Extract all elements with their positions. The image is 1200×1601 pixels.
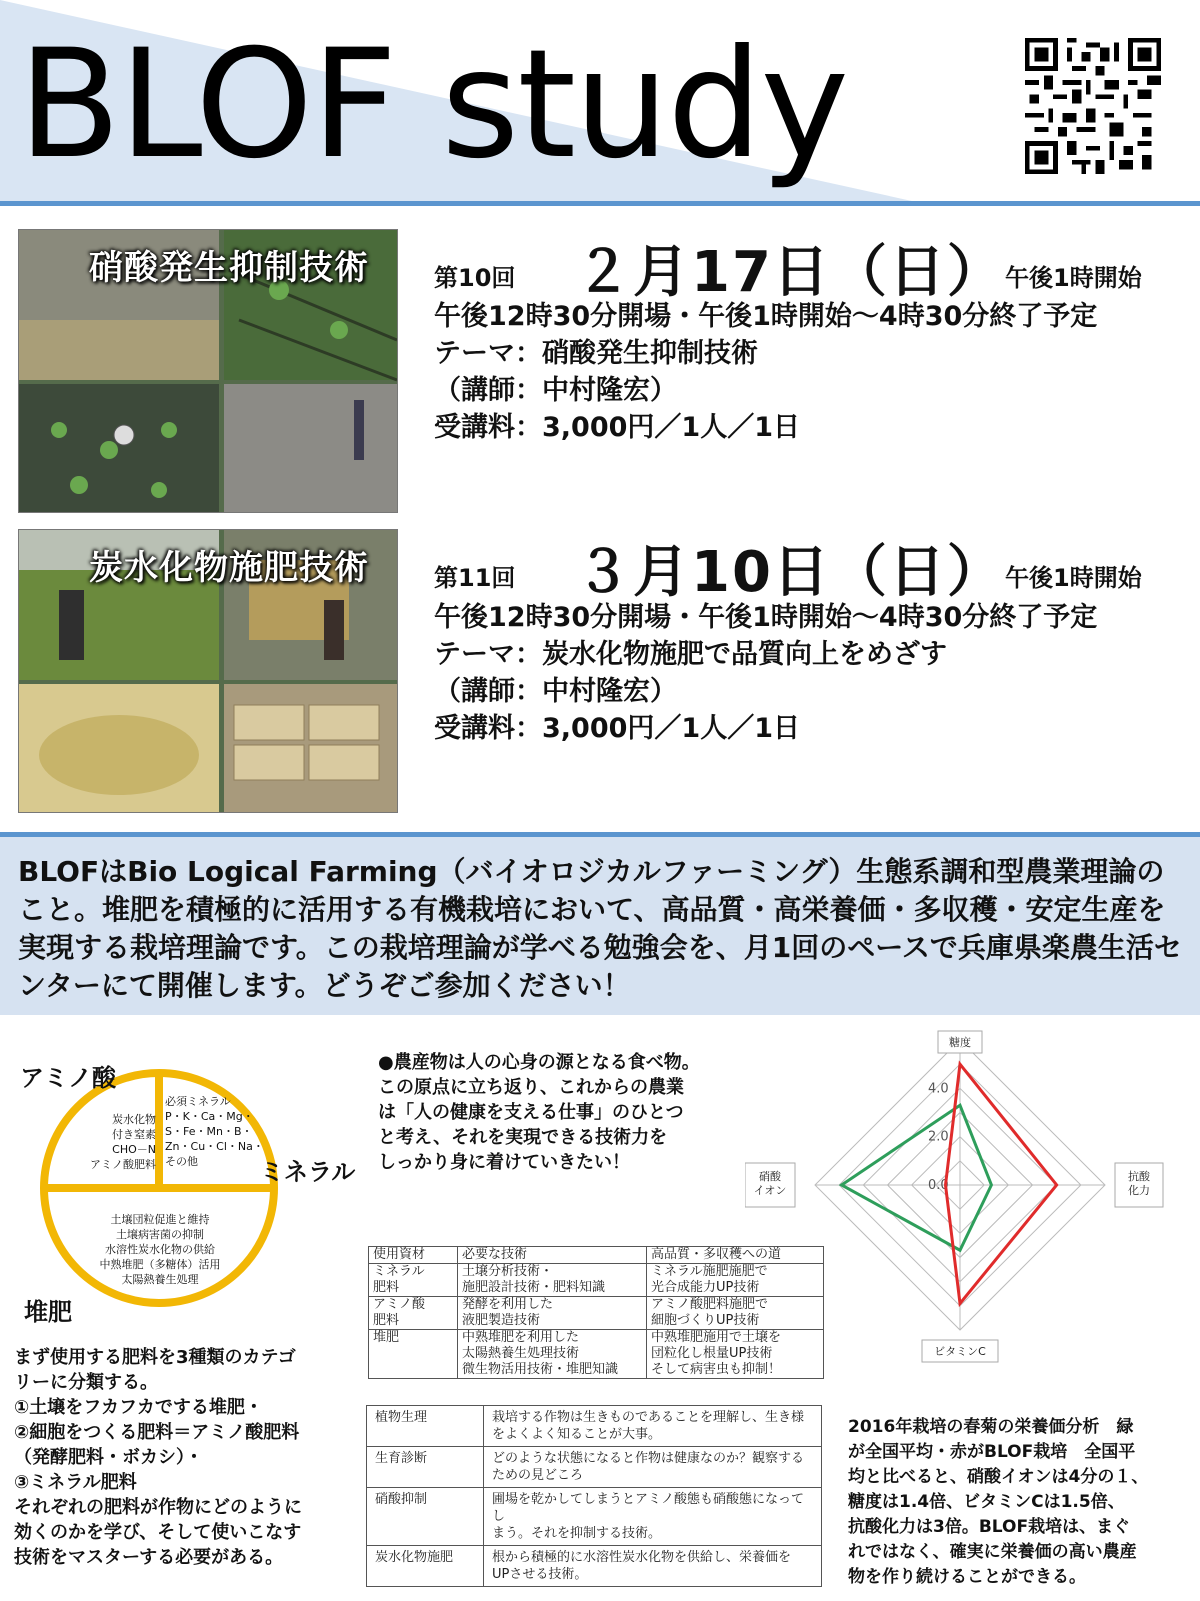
cell-line: ミネラル施肥施肥で [651, 1264, 768, 1279]
amino-items [60, 1112, 156, 1172]
text-line: リーに分類する。 [14, 1372, 158, 1393]
topic-desc [484, 1447, 822, 1488]
cell-line: 発酵を利用した [462, 1297, 554, 1312]
cell-line: 土壌分析技術・ [462, 1264, 554, 1279]
session-hours: 午後12時30分開場・午後1時開始～4時30分終了予定 [434, 602, 1098, 633]
topic-term: 植物生理 [367, 1406, 484, 1447]
mineral-label: ミネラル [260, 1158, 356, 1186]
session-theme: テーマ：硝酸発生抑制技術 [434, 338, 758, 369]
cell-line: 微生物活用技術・堆肥知識 [462, 1362, 619, 1377]
session-fee: 受講料：3,000円／1人／1日 [434, 412, 800, 443]
amino-item: 炭水化物 [112, 1113, 156, 1126]
text-line: 効くのかを学び、そして使いこなす [14, 1522, 302, 1543]
table-cell [369, 1297, 458, 1330]
cell-line: 肥料 [373, 1280, 400, 1295]
cell-line: 施肥設計技術・肥料知識 [462, 1280, 606, 1295]
mineral-item: P・K・Ca・Mg・ [165, 1110, 254, 1123]
compost-item: 水溶性炭水化物の供給 [105, 1243, 215, 1256]
text-line: 糖度は1.4倍、ビタミンCは1.5倍、 [848, 1492, 1125, 1512]
radar-axis-label: 化力 [1128, 1184, 1150, 1197]
compost-label: 堆肥 [24, 1298, 72, 1326]
session-date: ３月10日（日） [575, 540, 1005, 605]
nutrition-radar-chart [745, 1025, 1185, 1385]
amino-acid-label: アミノ酸 [20, 1064, 116, 1092]
amino-item: CHO－N [112, 1143, 156, 1156]
amino-item: アミノ酸肥料 [90, 1158, 156, 1171]
session-lecturer: （講師：中村隆宏） [434, 676, 677, 707]
cell-line: 団粒化し根量UP技術 [651, 1346, 773, 1361]
photo-label: 硝酸発生抑制技術 [89, 248, 369, 288]
cell-line: 栽培する作物は生きものであることを理解し、生き様 [492, 1410, 805, 1425]
text-line: （発酵肥料・ボカシ）・ [14, 1447, 203, 1468]
session-date: ２月17日（日） [575, 240, 1005, 305]
cell-line: 光合成能力UP技術 [651, 1280, 760, 1295]
text-line: しっかり身に着けていきたい！ [378, 1152, 630, 1173]
cell-line: ミネラル [373, 1264, 425, 1279]
table-cell [458, 1330, 647, 1379]
table-row [367, 1488, 822, 1546]
text-line: ②細胞をつくる肥料＝アミノ酸肥料 [14, 1422, 300, 1443]
cell-line: ための見どころ [492, 1468, 584, 1483]
header-banner [0, 0, 1200, 205]
topic-desc [484, 1488, 822, 1546]
radar-axis-label: 糖度 [949, 1036, 971, 1049]
session-fee: 受講料：3,000円／1人／1日 [434, 713, 800, 744]
agriculture-message [378, 1050, 700, 1175]
text-line: この原点に立ち返り、これからの農業 [378, 1077, 684, 1098]
radar-axis-label: ビタミンC [934, 1345, 986, 1358]
cell-line: 圃場を乾かしてしまうとアミノ酸態も硝酸態になってし [492, 1492, 805, 1524]
cell-line: 堆肥 [373, 1330, 400, 1345]
session-photo-nitrate [18, 229, 398, 513]
text-line: ●農産物は人の心身の源となる食べ物。 [378, 1052, 700, 1073]
text-line: れではなく、確実に栄養価の高い農産 [848, 1542, 1137, 1562]
compost-item: 土壌団粒促進と維持 [110, 1213, 210, 1226]
session-lecturer: （講師：中村隆宏） [434, 375, 677, 406]
text-line: が全国平均・赤がBLOF栽培 全国平 [848, 1442, 1136, 1462]
text-line: 均と比べると、硝酸イオンは4分の１、 [848, 1467, 1149, 1487]
session-hours: 午後12時30分開場・午後1時開始～4時30分終了予定 [434, 301, 1098, 332]
radar-labels [745, 1031, 1163, 1362]
table-row [367, 1546, 822, 1587]
radar-axis-label: 硝酸 [759, 1170, 781, 1183]
text-line: は「人の健康を支える仕事」のひとつ [378, 1102, 684, 1123]
cell-line: アミノ酸肥料施肥で [651, 1297, 769, 1312]
text-line: 2016年栽培の春菊の栄養価分析 緑 [848, 1417, 1134, 1437]
amino-item: 付き窒素 [112, 1128, 156, 1141]
mineral-item: S・Fe・Mn・B・ [165, 1125, 253, 1138]
cell-line: アミノ酸 [373, 1297, 426, 1312]
session-photo-carbohydrate [18, 529, 398, 813]
topic-desc [484, 1546, 822, 1587]
table-header: 必要な技術 [458, 1247, 647, 1264]
table-row [367, 1406, 822, 1447]
cell-line: 液肥製造技術 [462, 1313, 541, 1328]
topic-term: 炭水化物施肥 [367, 1546, 484, 1587]
cell-line: 肥料 [373, 1313, 400, 1328]
text-line: それぞれの肥料が作物にどのように [14, 1497, 302, 1518]
chart-caption [848, 1415, 1148, 1590]
session-round: 第11回 [434, 564, 516, 592]
radar-tick-label: 0.0 [928, 1178, 949, 1193]
table-header: 高品質・多収穫への道 [647, 1247, 824, 1264]
radar-series [842, 1064, 1057, 1303]
table-header: 使用資材 [369, 1247, 458, 1264]
compost-item: 太陽熱養生処理 [121, 1273, 199, 1286]
mineral-item: 必須ミネラル [165, 1095, 231, 1108]
mineral-items [165, 1094, 264, 1169]
study-topics-table [366, 1405, 822, 1587]
radar-tick-label: 4.0 [928, 1081, 949, 1097]
page-title: BLOF study [18, 18, 848, 192]
radar-tick-label: 2.0 [928, 1129, 949, 1145]
cell-line: 中熟堆肥を利用した [462, 1330, 580, 1345]
mineral-item: Zn・Cu・Cl・Na・ [165, 1140, 264, 1153]
radar-series-line [842, 1105, 992, 1250]
cell-line: 中熟堆肥施用で土壌を [651, 1330, 782, 1345]
cell-line: 細胞づくりUP技術 [651, 1313, 760, 1328]
table-cell [369, 1330, 458, 1379]
cell-line: どのような状態になると作物は健康なのか？観察する [492, 1451, 805, 1466]
text-line: 抗酸化力は3倍。BLOF栽培は、まぐ [848, 1517, 1131, 1537]
topic-desc [484, 1406, 822, 1447]
fertilizer-explanation [14, 1345, 302, 1570]
topic-term: 生育診断 [367, 1447, 484, 1488]
radar-axis-label: イオン [753, 1184, 787, 1197]
intro-text: BLOFはBio Logical Farming（バイオロジカルファーミング）生態系調和型農業理論のこと。堆肥を積極的に活用する有機栽培において、高品質・高栄養価・多収穫・安定生産を実現する栽培理論です。この栽培理論が学べる勉強会を、月1回のペースで兵庫県楽農生活センターにて開催します。どうぞご参加ください！ [18, 855, 1182, 1002]
topic-term: 硝酸抑制 [367, 1488, 484, 1546]
text-line: 物を作り続けることができる。 [848, 1567, 1086, 1587]
radar-grid [815, 1040, 1105, 1330]
mineral-item: その他 [165, 1155, 198, 1168]
text-line: ①土壌をフカフカでする堆肥・ [14, 1397, 263, 1418]
compost-item: 中熟堆肥（多糖体）活用 [99, 1258, 221, 1271]
radar-series-line [946, 1064, 1057, 1303]
cell-line: UPさせる技術。 [492, 1567, 588, 1582]
cell-line: そして病害虫も抑制！ [651, 1362, 782, 1377]
photo-label: 炭水化物施肥技術 [89, 548, 369, 588]
text-line: 技術をマスターする必要がある。 [14, 1547, 284, 1568]
header-divider [0, 201, 1200, 206]
session-round: 第10回 [434, 264, 516, 292]
session-theme: テーマ：炭水化物施肥で品質向上をめざす [434, 639, 947, 670]
cell-line: 太陽熱養生処理技術 [462, 1346, 580, 1361]
compost-items [80, 1212, 240, 1287]
text-line: と考え、それを実現できる技術力を [378, 1127, 668, 1148]
table-cell [458, 1264, 647, 1297]
cell-line: をよくよく知ることが大事。 [492, 1427, 662, 1442]
text-line: ③ミネラル肥料 [14, 1472, 137, 1493]
session-start-time: 午後1時開始 [1005, 564, 1142, 592]
table-row [367, 1447, 822, 1488]
session-start-time: 午後1時開始 [1005, 264, 1142, 292]
text-line: まず使用する肥料を3種類のカテゴ [14, 1347, 296, 1368]
qr-code-icon[interactable] [1025, 38, 1161, 174]
cell-line: まう。それを抑制する技術。 [492, 1526, 662, 1541]
table-cell [369, 1264, 458, 1297]
table-cell [458, 1297, 647, 1330]
cell-line: 根から積極的に水溶性炭水化物を供給し、栄養価を [492, 1550, 792, 1565]
compost-item: 土壌病害菌の抑制 [116, 1228, 204, 1241]
radar-axis-label: 抗酸 [1128, 1170, 1150, 1183]
